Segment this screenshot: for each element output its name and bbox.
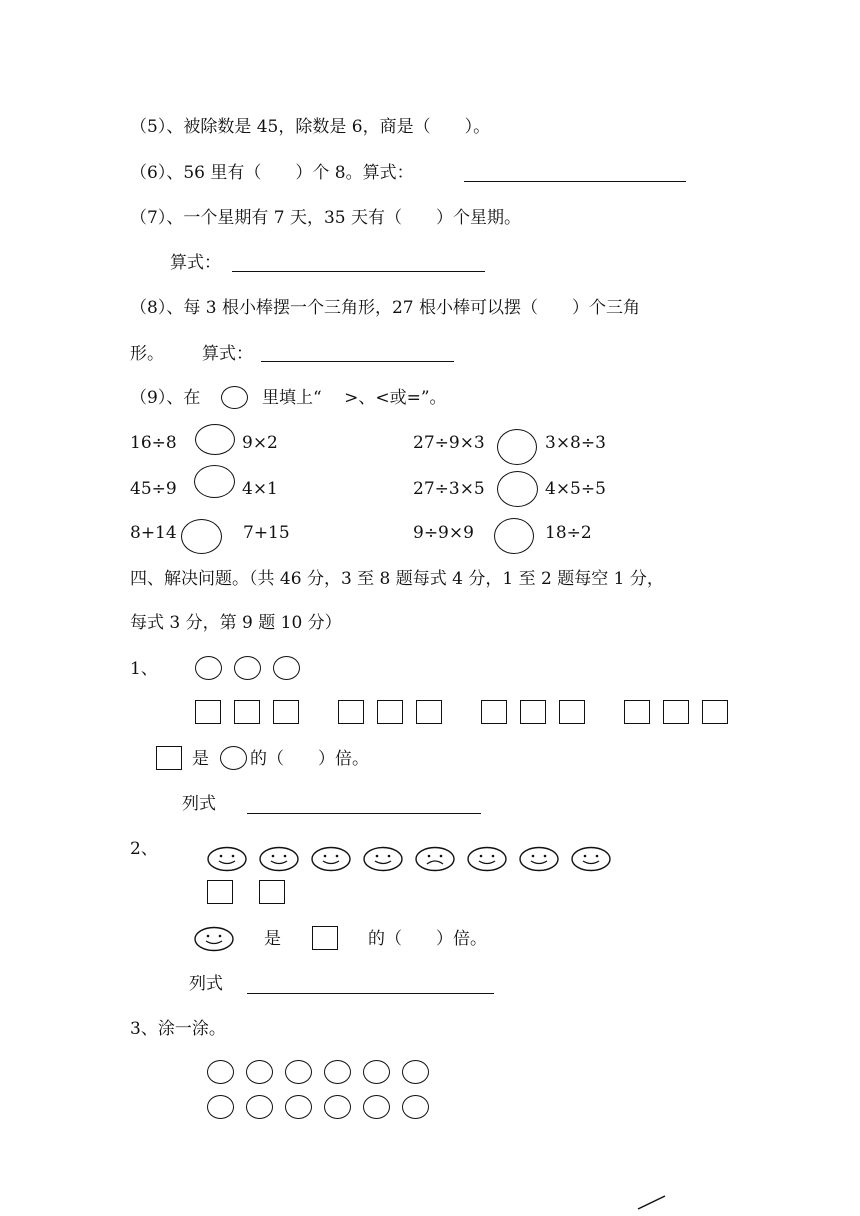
colorable-circle[interactable] [402,1060,429,1084]
answer-blank[interactable] [247,993,494,994]
smiley-face-icon [311,846,351,872]
problem-2-question: 的（ ）倍。 [368,929,487,949]
square-icon [520,700,546,724]
compare-circle[interactable] [194,465,235,498]
smiley-face-icon [259,846,299,872]
formula-label: 算式： [202,344,253,364]
compare-right: 18÷2 [545,523,592,543]
compare-right: 7+15 [243,523,290,543]
compare-circle[interactable] [497,429,537,465]
smiley-face-icon [467,846,507,872]
smiley-face-icon [207,846,247,872]
colorable-circle[interactable] [207,1095,234,1119]
compare-left: 16÷8 [130,433,177,453]
answer-blank[interactable] [232,271,485,272]
colorable-circle[interactable] [363,1095,390,1119]
square-icon [156,746,182,770]
square-icon [481,700,507,724]
problem-1-question: 的（ ）倍。 [250,749,369,769]
smiley-face-icon [571,846,611,872]
answer-blank[interactable] [261,361,454,362]
pen-stroke-mark [636,1192,668,1212]
compare-circle[interactable] [181,519,222,554]
problem-3-heading: 3、涂一涂。 [130,1019,226,1039]
square-icon [559,700,585,724]
compare-circle[interactable] [494,518,534,554]
compare-circle[interactable] [195,424,235,455]
section-4-heading: 四、解决问题。（共 46 分，3 至 8 题每式 4 分，1 至 2 题每空 1 分， [130,569,664,589]
question-9-prefix: （9）、在 [130,388,201,408]
compare-left: 9÷9×9 [413,523,474,543]
compare-right: 3×8÷3 [545,433,606,453]
square-icon [338,700,364,724]
problem-1-is: 是 [192,749,209,769]
answer-blank[interactable] [464,181,686,182]
compare-left: 45÷9 [130,479,177,499]
circle-icon [234,656,261,680]
question-8-line2: 形。 [130,344,164,364]
problem-2-number: 2、 [130,839,158,859]
question-8-line1: （8）、每 3 根小棒摆一个三角形，27 根小棒可以摆（ ）个三角 [130,298,640,318]
colorable-circle[interactable] [246,1060,273,1084]
smiley-face-icon [519,846,559,872]
square-icon [273,700,299,724]
compare-left: 27÷3×5 [413,479,485,499]
colorable-circle[interactable] [285,1095,312,1119]
square-icon [312,926,338,950]
problem-2-is: 是 [264,929,281,949]
colorable-circle[interactable] [246,1095,273,1119]
square-icon [624,700,650,724]
square-icon [259,880,285,904]
smiley-face-icon [363,846,403,872]
square-icon [663,700,689,724]
circle-icon [273,656,300,680]
question-9-suffix: 里填上“ >、<或=”。 [262,388,447,408]
colorable-circle[interactable] [207,1060,234,1084]
circle-icon [220,746,247,770]
square-icon [234,700,260,724]
colorable-circle[interactable] [285,1060,312,1084]
circle-icon [195,656,222,680]
colorable-circle[interactable] [363,1060,390,1084]
colorable-circle[interactable] [402,1095,429,1119]
column-formula-label: 列式 [182,794,216,814]
question-5: （5）、被除数是 45，除数是 6，商是（ ）。 [130,117,491,137]
colorable-circle[interactable] [324,1095,351,1119]
compare-left: 27÷9×3 [413,433,485,453]
square-icon [195,700,221,724]
question-6: （6）、56 里有（ ）个 8。算式： [130,163,414,183]
square-icon [207,880,233,904]
section-4-heading-line2: 每式 3 分，第 9 题 10 分） [130,613,342,633]
square-icon [377,700,403,724]
compare-circle[interactable] [497,471,538,507]
problem-1-number: 1、 [130,659,158,679]
compare-right: 4×1 [242,479,278,499]
colorable-circle[interactable] [324,1060,351,1084]
compare-right: 4×5÷5 [545,479,606,499]
question-7: （7）、一个星期有 7 天，35 天有（ ）个星期。 [130,208,521,228]
smiley-face-icon [194,926,234,952]
compare-left: 8+14 [130,523,177,543]
compare-circle-icon [221,386,248,409]
compare-right: 9×2 [242,433,278,453]
square-icon [702,700,728,724]
answer-blank[interactable] [247,813,481,814]
column-formula-label: 列式 [189,974,223,994]
formula-label: 算式： [170,253,221,273]
frowning-face-icon [415,846,455,872]
square-icon [416,700,442,724]
